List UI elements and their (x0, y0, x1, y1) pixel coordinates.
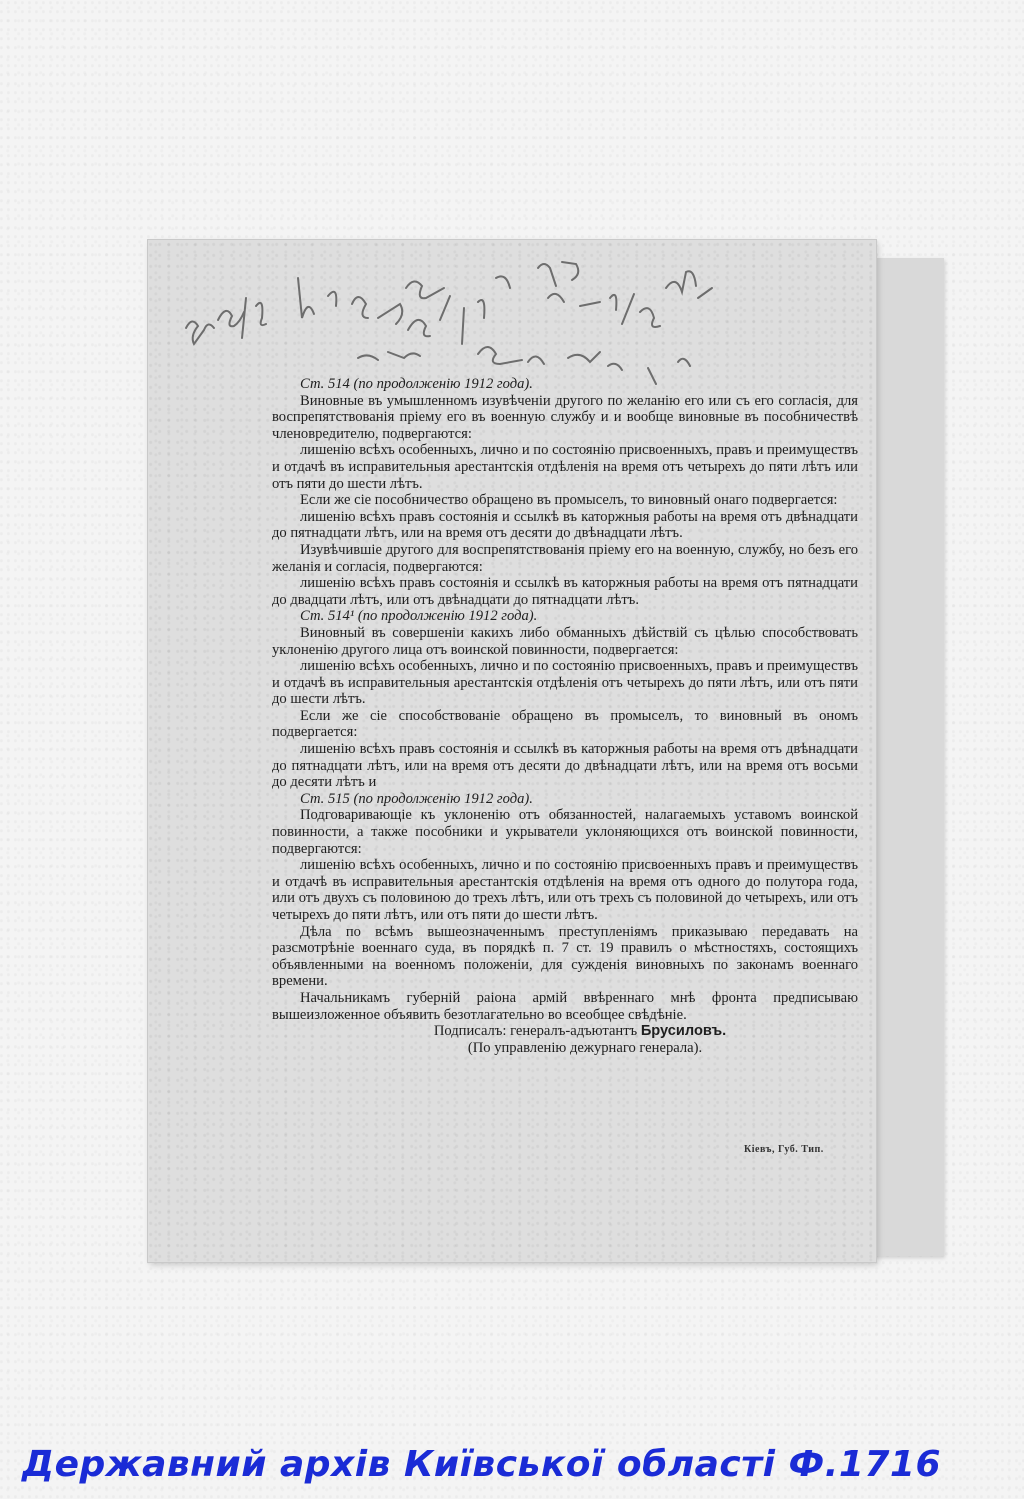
archive-caption: Державний архів Київської області Ф.1716 (22, 1444, 942, 1485)
body-paragraph: Изувѣчившіе другого для воспрепятствованія пріему его на военную, службу, но безъ его желанія и согласія, подвергаются: (272, 541, 858, 575)
department-note: (По управленію дежурнаго генерала). (467, 1039, 703, 1056)
signatory-name: Брусиловъ. (640, 1023, 727, 1040)
signature-line (272, 1023, 858, 1040)
article-heading: Ст. 514¹ (по продолженію 1912 года). (300, 608, 538, 625)
body-paragraph: лишенію всѣхъ правъ состоянія и ссылкѣ въ каторжныя работы на время отъ двѣнадцати до пятнадцати лѣтъ, или на время отъ десяти до двѣнадцати лѣтъ, или на время отъ восьми до десяти лѣтъ и (272, 741, 858, 791)
body-paragraph: Дѣла по всѣмъ вышеозначеннымъ преступленіямъ приказываю передавать на разсмотрѣніе военнаго суда, въ порядкѣ п. 7 ст. 19 правилъ о мѣстностяхъ, состоящихъ объявленными на военномъ положеніи, для сужденія виновныхъ по законамъ военнаго времени. (272, 923, 858, 990)
body-paragraph: Если же сіе пособничество обращено въ промыселъ, то виновный онаго подвергается: (300, 492, 838, 509)
body-paragraph: лишенію всѣхъ правъ состоянія и ссылкѣ въ каторжныя работы на время отъ пятнадцати до двадцати лѣтъ, или отъ двѣнадцати до пятнадцати лѣтъ. (272, 575, 858, 608)
body-paragraph: Виновные въ умышленномъ изувѣченіи другого по желанію его или съ его согласія, для воспрепятствованія пріему его въ военную службу и и вообще виновные въ пособничествѣ членовредителю, подвергаются: (272, 392, 858, 442)
article-heading: Ст. 514 (по продолженію 1912 года). (300, 376, 533, 392)
body-paragraph: Начальникамъ губерній раіона армій ввѣреннаго мнѣ фронта предписываю вышеизложенное объявить безотлагательно во всеобщее свѣдѣніе. (272, 989, 858, 1023)
printer-imprint: Кіевъ, Губ. Тип. (744, 1144, 824, 1155)
body-paragraph: лишенію всѣхъ особенныхъ, лично и по состоянію присвоенныхъ, правъ и преимуществъ и отдачѣ въ исправительныя арестантскія отдѣленія на время отъ четырехъ до пяти лѣтъ или отъ пяти до шести лѣтъ. (272, 442, 858, 492)
document-body (272, 376, 858, 1056)
body-paragraph: Подговаривающіе къ уклоненію отъ обязанностей, налагаемыхъ уставомъ воинской повинности, а также пособники и укрыватели уклоняющихся отъ воинской повинности, подвергаются: (272, 807, 858, 857)
folded-back-page (864, 258, 944, 1256)
body-paragraph: лишенію всѣхъ особенныхъ, лично и по состоянію присвоенныхъ, правъ и преимуществъ и отдачѣ въ исправительныя арестантскія отдѣленія отъ четырехъ до пяти лѣтъ, или отъ пяти до шести лѣтъ. (272, 658, 858, 708)
body-paragraph: Виновный въ совершеніи какихъ либо обманныхъ дѣйствій съ цѣлью способствовать уклоненію другого лица отъ воинской повинности, подвергается: (272, 624, 858, 658)
body-paragraph: лишенію всѣхъ особенныхъ, лично и по состоянію присвоенныхъ правъ и преимуществъ и отдачѣ въ исправительныя арестантскія отдѣленія на время отъ одного до полутора года, или отъ двухъ съ половиною до трехъ лѣтъ, или отъ трехъ съ половиной до четырехъ, или отъ четырехъ до пяти лѣтъ, или отъ пяти до шести лѣтъ. (272, 857, 858, 923)
article-heading: Ст. 515 (по продолженію 1912 года). (300, 790, 533, 807)
body-paragraph: Если же сіе способствованіе обращено въ промыселъ, то виновный въ ономъ подвергается: (272, 707, 858, 741)
body-paragraph: лишенію всѣхъ правъ состоянія и ссылкѣ въ каторжныя работы на время отъ двѣнадцати до пятнадцати лѣтъ, или на время отъ десяти до двѣнадцати лѣтъ. (272, 508, 858, 542)
handwritten-notes-image (178, 258, 738, 393)
signature-prefix: Подписалъ: генералъ-адъютантъ (433, 1023, 641, 1040)
